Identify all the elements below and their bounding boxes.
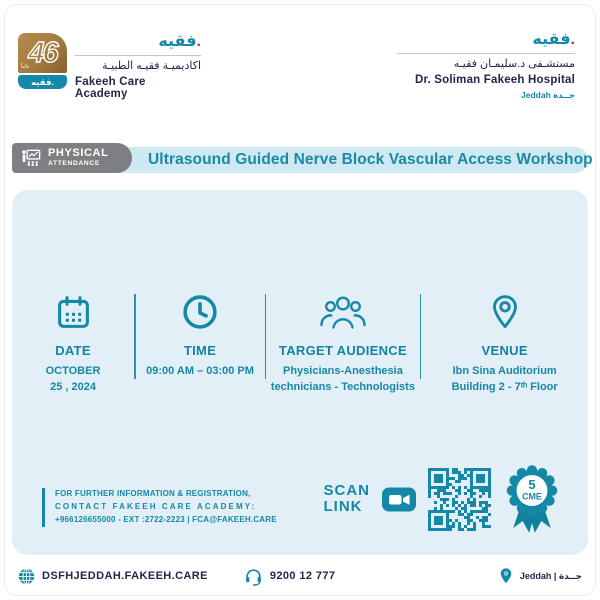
anniversary-years-label: عاماً — [21, 64, 30, 70]
audience-icon — [319, 290, 367, 334]
headset-icon — [244, 567, 263, 586]
qr-code — [428, 468, 491, 531]
footer-right-group — [499, 567, 582, 585]
brand-divider — [397, 53, 575, 54]
anniversary-number: 46 — [28, 36, 57, 69]
date-label: DATE — [55, 343, 91, 358]
footer-bar — [18, 563, 582, 589]
audience-value-line1: Physicians-Anesthesia — [283, 365, 403, 377]
anniversary-fakeeh-label: فقيه. — [18, 75, 67, 89]
anniversary-gold-block — [18, 33, 67, 73]
badge-line1: PHYSICAL — [48, 147, 109, 160]
venue-column — [421, 290, 588, 396]
audience-value-line2: technicians - Technologists — [270, 380, 415, 393]
badge-line2: ATTENDANCE — [48, 159, 100, 167]
hospital-brand-block — [397, 31, 575, 101]
contact-line1: FOR FURTHER INFORMATION & REGISTRATION, — [55, 489, 251, 499]
event-info-row — [12, 290, 588, 396]
clock-icon — [181, 290, 219, 334]
footer-left-group — [18, 567, 335, 586]
date-value-line1: OCTOBER — [45, 365, 101, 377]
location-pin-icon — [499, 567, 513, 585]
presentation-icon — [20, 147, 42, 169]
globe-icon — [18, 568, 35, 585]
footer-location: Jeddah | جــدة — [519, 570, 582, 581]
venue-value-line2: Building 2 - 7ᵗʰ Floor — [451, 380, 558, 393]
date-column — [12, 290, 134, 396]
contact-line2: CONTACT FAKEEH CARE ACADEMY: — [55, 502, 257, 512]
footer-phone: 9200 12 777 — [269, 570, 336, 582]
date-value-line2: 25 , 2024 — [50, 380, 96, 393]
target-audience-label: TARGET AUDIENCE — [278, 343, 407, 358]
workshop-title: Ultrasound Guided Nerve Block Vascular Access Workshop — [148, 151, 593, 168]
scan-label-line1: SCAN — [323, 481, 370, 499]
fakeeh-logo-arabic: فقيه. — [532, 31, 575, 48]
time-value-line1: 09:00 AM – 03:00 PM — [146, 365, 254, 377]
cme-rosette-badge — [502, 463, 562, 535]
logo-dot: . — [196, 33, 201, 50]
brand-divider — [75, 55, 201, 56]
anniversary-46-badge — [18, 33, 67, 90]
event-details-card — [12, 190, 588, 555]
cme-number: 5 — [528, 477, 536, 493]
contact-info-block — [42, 488, 277, 527]
venue-label: VENUE — [481, 343, 528, 358]
calendar-icon — [55, 290, 92, 334]
venue-value-line1: Ibn Sina Auditorium — [452, 365, 557, 377]
physical-attendance-badge — [12, 143, 132, 173]
contact-line3: +966126655000 - EXT :2722-2223 | FCA@FAKEEH.CARE — [55, 515, 277, 525]
scan-link-group — [323, 463, 562, 535]
hospital-name-english: Dr. Soliman Fakeeh Hospital — [414, 74, 575, 87]
cme-label: CME — [522, 491, 542, 502]
time-column — [136, 290, 265, 396]
fakeeh-logo-arabic: فقيه. — [158, 33, 201, 50]
logo-dot: . — [570, 31, 575, 48]
video-camera-icon — [381, 485, 417, 514]
target-audience-column — [266, 290, 420, 396]
footer-website: DSFHJEDDAH.FAKEEH.CARE — [42, 570, 208, 582]
location-pin-icon — [490, 290, 520, 334]
academy-name-english: Fakeeh Care Academy — [75, 76, 146, 101]
academy-brand-block — [75, 33, 201, 100]
hospital-name-arabic: مستشـفى د.سليمـان فقيـه — [453, 57, 575, 70]
academy-name-arabic: اكاديميـة فقيـه الطبيـة — [102, 59, 201, 72]
time-label: TIME — [183, 343, 217, 358]
hospital-city: Jeddah جــدة — [521, 90, 575, 101]
scan-label-line2: LINK — [323, 498, 363, 515]
